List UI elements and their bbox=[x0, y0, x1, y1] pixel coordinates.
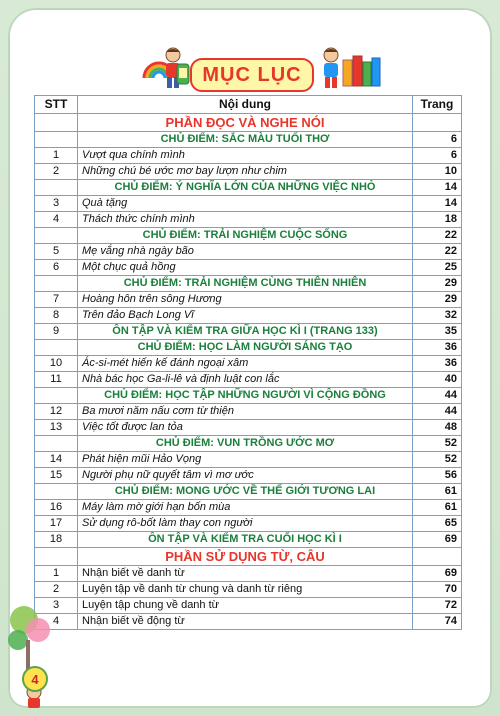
row-content: Hoàng hôn trên sông Hương bbox=[78, 292, 413, 308]
row-content: Ác-si-mét hiến kế đánh ngoại xâm bbox=[78, 356, 413, 372]
row-stt: 11 bbox=[35, 372, 78, 388]
row-content: CHỦ ĐIỂM: VUN TRỒNG ƯỚC MƠ bbox=[78, 436, 413, 452]
table-row bbox=[35, 244, 462, 260]
row-content: Mẹ vắng nhà ngày bão bbox=[78, 244, 413, 260]
row-content: CHỦ ĐIỂM: MONG ƯỚC VỀ THẾ GIỚI TƯƠNG LAI bbox=[78, 484, 413, 500]
row-stt: 4 bbox=[35, 614, 78, 630]
row-content: Vượt qua chính mình bbox=[78, 148, 413, 164]
row-content: Sử dụng rô-bốt làm thay con người bbox=[78, 516, 413, 532]
table-row bbox=[35, 484, 462, 500]
row-content: PHẦN ĐỌC VÀ NGHE NÓI bbox=[78, 114, 413, 132]
row-stt bbox=[35, 436, 78, 452]
row-page: 72 bbox=[413, 598, 462, 614]
table-row bbox=[35, 532, 462, 548]
row-page: 29 bbox=[413, 276, 462, 292]
row-page: 65 bbox=[413, 516, 462, 532]
row-content: Nhận biết về động từ bbox=[78, 614, 413, 630]
row-page: 69 bbox=[413, 566, 462, 582]
books-icon bbox=[342, 54, 382, 88]
lantern-icon bbox=[176, 62, 190, 86]
table-row bbox=[35, 372, 462, 388]
row-content: CHỦ ĐIỂM: TRẢI NGHIỆM CUỘC SỐNG bbox=[78, 228, 413, 244]
row-stt bbox=[35, 388, 78, 404]
row-stt bbox=[35, 548, 78, 566]
row-page: 48 bbox=[413, 420, 462, 436]
row-content: Những chú bé ước mơ bay lượn như chim bbox=[78, 164, 413, 180]
row-page: 61 bbox=[413, 484, 462, 500]
row-stt bbox=[35, 114, 78, 132]
row-stt: 9 bbox=[35, 324, 78, 340]
table-row bbox=[35, 180, 462, 196]
table-row bbox=[35, 212, 462, 228]
row-page: 14 bbox=[413, 196, 462, 212]
row-page: 10 bbox=[413, 164, 462, 180]
kids-tree-illustration bbox=[4, 600, 64, 710]
row-page: 69 bbox=[413, 532, 462, 548]
row-stt: 13 bbox=[35, 420, 78, 436]
row-page: 70 bbox=[413, 582, 462, 598]
table-row bbox=[35, 598, 462, 614]
row-stt: 12 bbox=[35, 404, 78, 420]
row-content: Trên đảo Bạch Long Vĩ bbox=[78, 308, 413, 324]
row-page: 36 bbox=[413, 340, 462, 356]
row-content: Ba mươi năm nấu cơm từ thiện bbox=[78, 404, 413, 420]
row-stt bbox=[35, 132, 78, 148]
page-number: 4 bbox=[31, 671, 39, 687]
row-stt: 4 bbox=[35, 212, 78, 228]
row-page: 44 bbox=[413, 404, 462, 420]
table-row bbox=[35, 548, 462, 566]
row-page: 74 bbox=[413, 614, 462, 630]
row-stt: 8 bbox=[35, 308, 78, 324]
row-stt: 3 bbox=[35, 598, 78, 614]
row-content: ÔN TẬP VÀ KIỂM TRA CUỐI HỌC KÌ I bbox=[78, 532, 413, 548]
row-page: 56 bbox=[413, 468, 462, 484]
row-page: 25 bbox=[413, 260, 462, 276]
table-row bbox=[35, 516, 462, 532]
table-row bbox=[35, 582, 462, 598]
row-page: 22 bbox=[413, 228, 462, 244]
table-row bbox=[35, 356, 462, 372]
row-content: CHỦ ĐIỂM: TRẢI NGHIỆM CÙNG THIÊN NHIÊN bbox=[78, 276, 413, 292]
row-stt: 16 bbox=[35, 500, 78, 516]
row-stt: 1 bbox=[35, 566, 78, 582]
row-stt bbox=[35, 340, 78, 356]
row-stt: 18 bbox=[35, 532, 78, 548]
row-stt bbox=[35, 180, 78, 196]
row-content: Việc tốt được lan tỏa bbox=[78, 420, 413, 436]
row-page: 52 bbox=[413, 452, 462, 468]
row-content: CHỦ ĐIỂM: HỌC TẬP NHỮNG NGƯỜI VÌ CỘNG ĐỒNG bbox=[78, 388, 413, 404]
row-content: Nhận biết về danh từ bbox=[78, 566, 413, 582]
table-header-row bbox=[35, 96, 462, 114]
table-row bbox=[35, 436, 462, 452]
row-page: 40 bbox=[413, 372, 462, 388]
row-stt: 7 bbox=[35, 292, 78, 308]
row-content: Máy làm mờ giới hạn bốn mùa bbox=[78, 500, 413, 516]
page-number-badge bbox=[22, 666, 48, 692]
column-header-page: Trang bbox=[413, 96, 462, 114]
table-row bbox=[35, 500, 462, 516]
row-page: 52 bbox=[413, 436, 462, 452]
table-of-contents bbox=[34, 95, 462, 630]
table-row bbox=[35, 260, 462, 276]
column-header-stt: STT bbox=[35, 96, 78, 114]
row-page: 36 bbox=[413, 356, 462, 372]
row-content: Luyện tập về danh từ chung và danh từ riêng bbox=[78, 582, 413, 598]
row-page: 44 bbox=[413, 388, 462, 404]
row-content: CHỦ ĐIỂM: HỌC LÀM NGƯỜI SÁNG TẠO bbox=[78, 340, 413, 356]
row-page: 22 bbox=[413, 244, 462, 260]
row-content: ÔN TẬP VÀ KIỂM TRA GIỮA HỌC KÌ I (TRANG 133) bbox=[78, 324, 413, 340]
table-row bbox=[35, 566, 462, 582]
table-row bbox=[35, 148, 462, 164]
row-page: 14 bbox=[413, 180, 462, 196]
row-content: CHỦ ĐIỂM: SẮC MÀU TUỔI THƠ bbox=[78, 132, 413, 148]
table-row bbox=[35, 114, 462, 132]
row-page: 61 bbox=[413, 500, 462, 516]
table-row bbox=[35, 196, 462, 212]
row-stt: 6 bbox=[35, 260, 78, 276]
table-row bbox=[35, 388, 462, 404]
table-row bbox=[35, 452, 462, 468]
row-content: Phát hiện mũi Hảo Vọng bbox=[78, 452, 413, 468]
row-page: 6 bbox=[413, 148, 462, 164]
row-content: CHỦ ĐIỂM: Ý NGHĨA LỚN CỦA NHỮNG VIỆC NHỎ bbox=[78, 180, 413, 196]
row-content: Luyện tập chung về danh từ bbox=[78, 598, 413, 614]
row-stt: 2 bbox=[35, 164, 78, 180]
row-stt: 17 bbox=[35, 516, 78, 532]
table-row bbox=[35, 228, 462, 244]
child-with-flag-icon bbox=[318, 46, 344, 90]
row-page bbox=[413, 114, 462, 132]
row-stt: 14 bbox=[35, 452, 78, 468]
table-row bbox=[35, 164, 462, 180]
row-page: 18 bbox=[413, 212, 462, 228]
row-stt bbox=[35, 276, 78, 292]
table-row bbox=[35, 340, 462, 356]
column-header-content: Nội dung bbox=[78, 96, 413, 114]
page-title-text: MỤC LỤC bbox=[202, 63, 302, 86]
table-row bbox=[35, 468, 462, 484]
row-stt: 5 bbox=[35, 244, 78, 260]
row-stt: 2 bbox=[35, 582, 78, 598]
table-body bbox=[35, 114, 462, 630]
row-stt: 15 bbox=[35, 468, 78, 484]
table-row bbox=[35, 420, 462, 436]
row-stt: 3 bbox=[35, 196, 78, 212]
row-content: Thách thức chính mình bbox=[78, 212, 413, 228]
row-content: PHẦN SỬ DỤNG TỪ, CÂU bbox=[78, 548, 413, 566]
row-stt: 1 bbox=[35, 148, 78, 164]
row-page: 32 bbox=[413, 308, 462, 324]
row-content: Người phụ nữ quyết tâm vì mơ ước bbox=[78, 468, 413, 484]
table-row bbox=[35, 614, 462, 630]
row-content: Nhà bác học Ga-li-lê và định luật con lắc bbox=[78, 372, 413, 388]
table-row bbox=[35, 276, 462, 292]
row-content: Quà tặng bbox=[78, 196, 413, 212]
page-title bbox=[190, 58, 314, 92]
table-row bbox=[35, 324, 462, 340]
table-row bbox=[35, 132, 462, 148]
table-row bbox=[35, 308, 462, 324]
row-content: Một chục quả hồng bbox=[78, 260, 413, 276]
row-page: 29 bbox=[413, 292, 462, 308]
row-stt: 10 bbox=[35, 356, 78, 372]
row-page: 35 bbox=[413, 324, 462, 340]
row-stt bbox=[35, 484, 78, 500]
header bbox=[0, 40, 500, 92]
row-page bbox=[413, 548, 462, 566]
row-stt bbox=[35, 228, 78, 244]
row-page: 6 bbox=[413, 132, 462, 148]
table-row bbox=[35, 292, 462, 308]
table-row bbox=[35, 404, 462, 420]
